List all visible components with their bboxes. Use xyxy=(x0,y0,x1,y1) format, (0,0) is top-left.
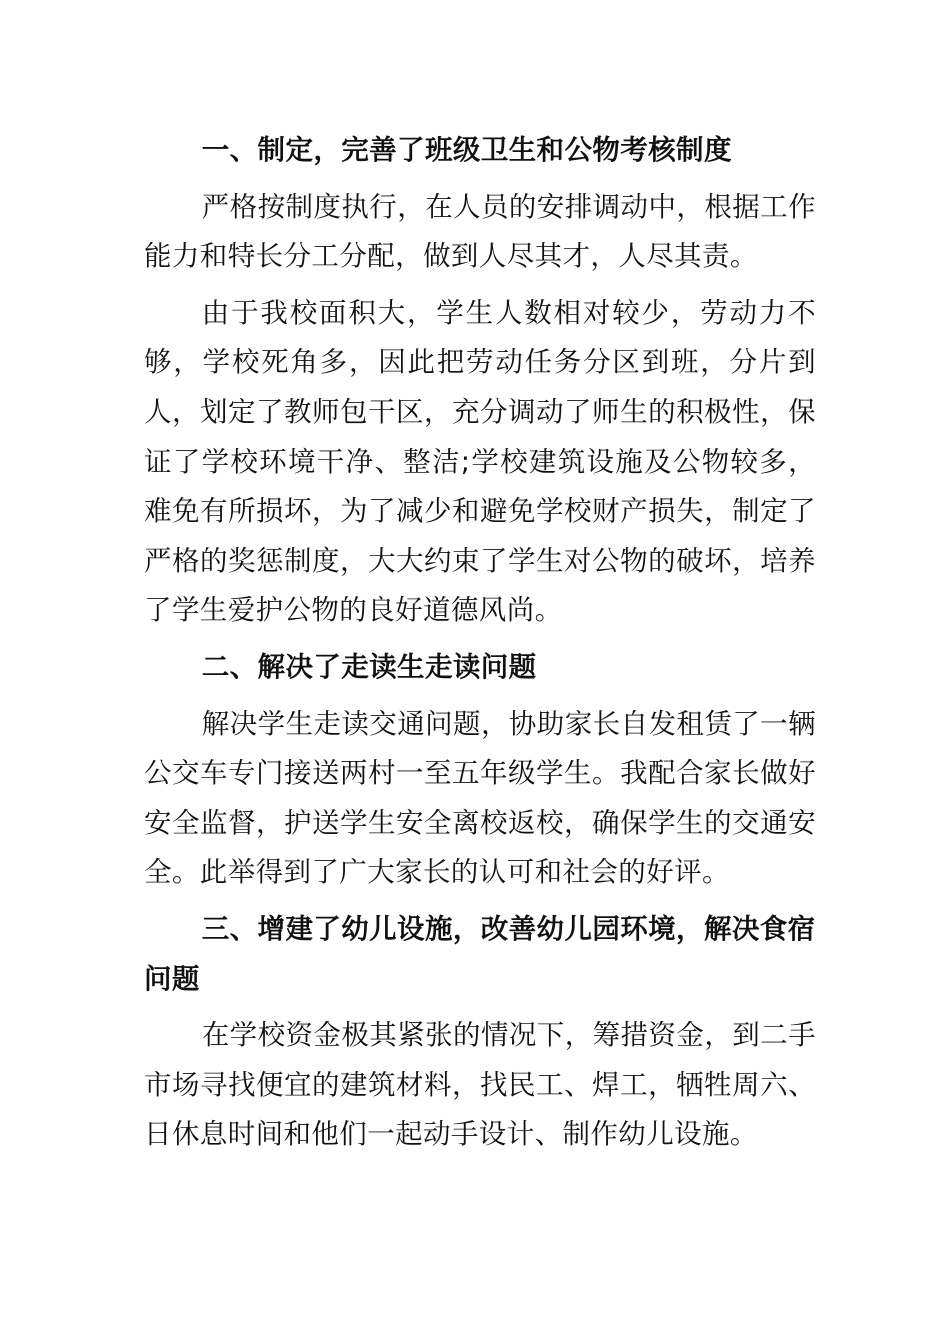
section-heading-2: 二、解决了走读生走读问题 xyxy=(201,650,537,683)
section-1-paragraph-1: 严格按制度执行，在人员的安排调动中，根据工作能力和特长分工分配，做到人尽其才，人尽其责。 xyxy=(144,190,816,273)
document-body xyxy=(144,126,816,1167)
section-3-paragraph-1: 在学校资金极其紧张的情况下，筹措资金，到二手市场寻找便宜的建筑材料，找民工、焊工，牺牲周六、日休息时间和他们一起动手设计、制作幼儿设施。 xyxy=(144,1019,816,1151)
section-heading-1: 一、制定，完善了班级卫生和公物考核制度 xyxy=(201,134,732,166)
section-heading-3: 三、增建了幼儿设施，改善幼儿园环境，解决食宿问题 xyxy=(144,912,816,995)
section-2-paragraph-1: 解决学生走读交通问题，协助家长自发租赁了一辆公交车专门接送两村一至五年级学生。我配合家长做好安全监督，护送学生安全离校返校，确保学生的交通安全。此举得到了广大家长的认可和社会的好评。 xyxy=(144,707,816,889)
section-1-paragraph-2: 由于我校面积大，学生人数相对较少，劳动力不够，学校死角多，因此把劳动任务分区到班，分片到人，划定了教师包干区，充分调动了师生的积极性，保证了学校环境干净、整洁;学校建筑设施及公物较多，难免有所损坏，为了减少和避免学校财产损失，制定了严格的奖惩制度，大大约束了学生对公物的破坏，培养了学生爱护公物的良好道德风尚。 xyxy=(144,296,816,627)
